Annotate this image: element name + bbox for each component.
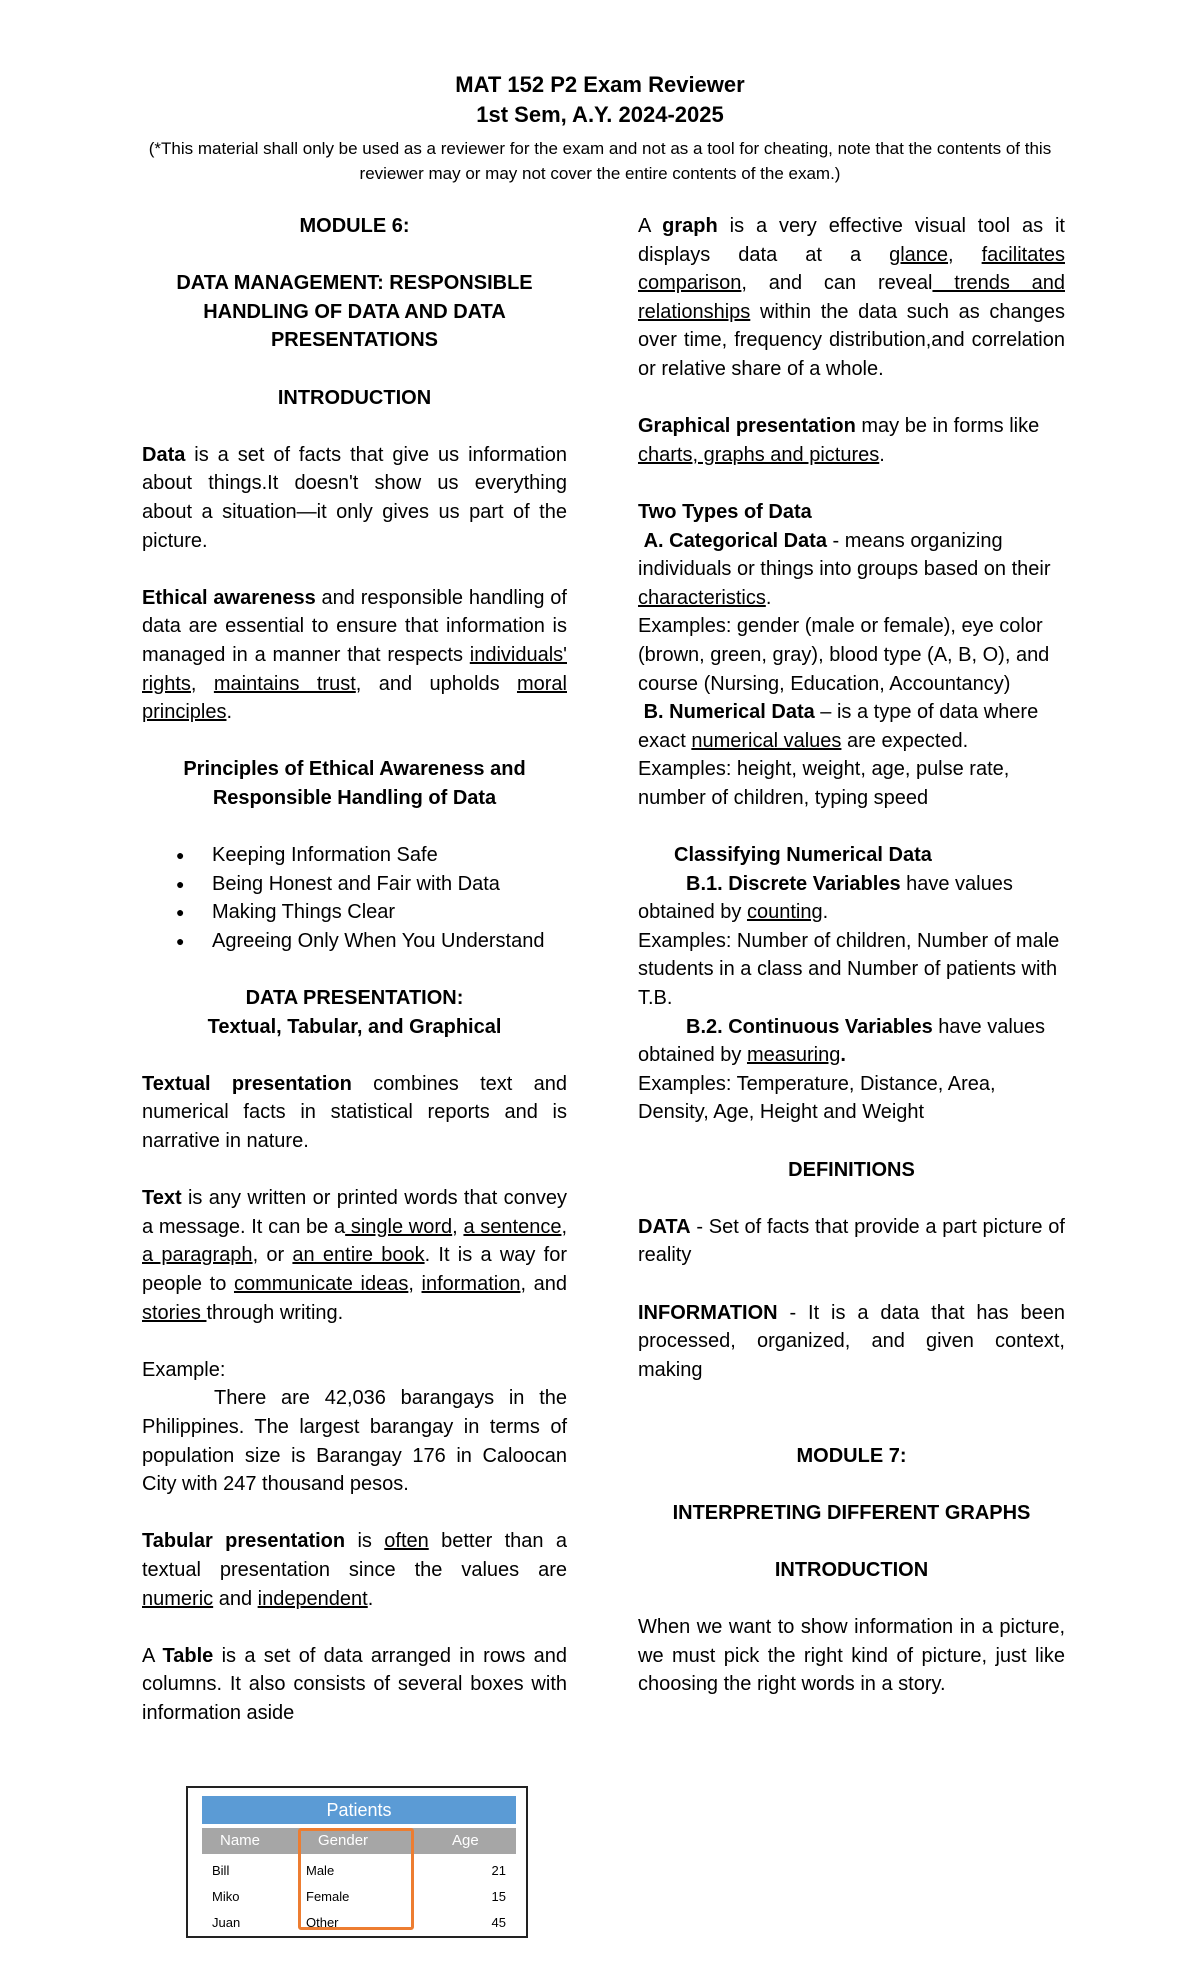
numerical-examples: Examples: height, weight, age, pulse rate, number of children, typing speed: [638, 758, 1010, 809]
data-definition: Data is a set of facts that give us information about things.It doesn't show us everything about a situation—it only gives us part of the picture.: [142, 443, 567, 552]
module-7-title: INTERPRETING DIFFERENT GRAPHS: [672, 1501, 1031, 1524]
list-item: ● Keeping Information Safe: [212, 841, 567, 870]
table-cell: 21: [491, 1863, 506, 1878]
table-definition-paragraph: A Table is a set of data arranged in rows and columns. It also consists of several boxes with information aside: [142, 1644, 567, 1724]
principles-heading: Principles of Ethical Awareness and Responsible Handling of Data: [183, 758, 526, 809]
table-cell: Bill: [212, 1863, 230, 1878]
definitions-heading: DEFINITIONS: [788, 1158, 915, 1181]
table-header-cell: Name: [220, 1832, 261, 1849]
continuous-examples: Examples: Temperature, Distance, Area, Density, Age, Height and Weight: [638, 1072, 996, 1124]
page-subtitle: 1st Sem, A.Y. 2024-2025: [476, 102, 724, 127]
table-cell: 15: [491, 1889, 506, 1904]
module-6-title: DATA MANAGEMENT: RESPONSIBLE HANDLING OF DATA AND DATA PRESENTATIONS: [176, 272, 533, 352]
module-7-heading: MODULE 7:: [796, 1444, 907, 1467]
data-presentation-subheading: Textual, Tabular, and Graphical: [207, 1015, 502, 1038]
disclaimer-note: (*This material shall only be used as a reviewer for the exam and not as a tool for cheating, note that the contents of this reviewer may or may not cover the entire contents of the exam.): [148, 139, 1052, 183]
tabular-presentation-paragraph: Tabular presentation is often better than a textual presentation since the values are numeric and independent.: [142, 1530, 567, 1610]
graphical-presentation-paragraph: Graphical presentation may be in forms like charts, graphs and pictures.: [638, 415, 1040, 466]
table-cell: Male: [306, 1863, 335, 1878]
left-column: [142, 212, 567, 1727]
module-7-introduction-heading: INTRODUCTION: [774, 1558, 929, 1581]
continuous-paragraph: B.2. Continuous Variables have values obtained by measuring.: [638, 1015, 1046, 1067]
categorical-data-paragraph: A. Categorical Data - means organizing individuals or things into groups based on their characteristics.: [638, 529, 1051, 609]
document-header: [0, 70, 1200, 186]
table-header-cell: Age: [452, 1832, 479, 1849]
list-item: ● Making Things Clear: [212, 898, 567, 927]
two-types-heading: Two Types of Data: [638, 500, 812, 523]
table-title: Patients: [202, 1796, 516, 1824]
information-definition-entry: INFORMATION - It is a data that has been processed, organized, and given context, making: [638, 1301, 1065, 1381]
patients-table-image: [186, 1786, 528, 1938]
table-cell: 45: [491, 1915, 506, 1930]
introduction-heading: INTRODUCTION: [277, 386, 432, 409]
numerical-data-paragraph: B. Numerical Data – is a type of data where exact numerical values are expected.: [638, 701, 1039, 752]
table-cell: Other: [306, 1915, 339, 1930]
example-text: There are 42,036 barangays in the Philippines. The largest barangay in terms of population size is Barangay 176 in Caloocan City with 247 thousand pesos.: [142, 1387, 567, 1496]
text-definition-paragraph: Text is any written or printed words that convey a message. It can be a single word, a sentence, a paragraph, or an entire book. It is a way for people to communicate ideas, information, and stories through writing.: [142, 1187, 568, 1324]
data-presentation-heading: DATA PRESENTATION:: [245, 987, 464, 1010]
list-item: ● Being Honest and Fair with Data: [212, 870, 567, 899]
table-cell: Juan: [212, 1915, 241, 1930]
discrete-paragraph: B.1. Discrete Variables have values obtained by counting.: [638, 872, 1013, 924]
right-column: [638, 212, 1065, 1699]
textual-presentation-paragraph: Textual presentation combines text and numerical facts in statistical reports and is narrative in nature.: [142, 1072, 567, 1152]
data-definition-entry: DATA - Set of facts that provide a part picture of reality: [638, 1215, 1065, 1267]
gender-column-highlight: [298, 1828, 414, 1930]
module-6-heading: MODULE 6:: [299, 215, 410, 237]
list-item: ● Agreeing Only When You Understand: [212, 927, 567, 956]
page-title: MAT 152 P2 Exam Reviewer: [455, 72, 745, 97]
table-header-cell: Gender: [318, 1832, 369, 1849]
ethical-awareness-paragraph: Ethical awareness and responsible handling of data are essential to ensure that information is managed in a manner that respects individuals' rights, maintains trust, and upholds moral principles.: [142, 586, 567, 724]
example-label: Example:: [142, 1358, 226, 1381]
categorical-examples: Examples: gender (male or female), eye color (brown, green, gray), blood type (A, B, O), and course (Nursing, Education, Accountancy): [638, 615, 1050, 695]
classifying-heading: Classifying Numerical Data: [674, 844, 932, 867]
graph-definition-paragraph: A graph is a very effective visual tool as it displays data at a glance, facilitates comparison, and can reveal trends and relationships within the data such as changes over time, frequency distribution,and correlation or relative share of a whole.: [638, 215, 1065, 380]
discrete-examples: Examples: Number of children, Number of male students in a class and Number of patients with T.B.: [638, 929, 1060, 1010]
table-cell: Female: [306, 1889, 350, 1904]
principles-list: [142, 841, 567, 955]
table-cell: Miko: [212, 1889, 240, 1904]
module-7-intro-text: When we want to show information in a picture, we must pick the right kind of picture, just like choosing the right words in a story.: [638, 1616, 1065, 1696]
